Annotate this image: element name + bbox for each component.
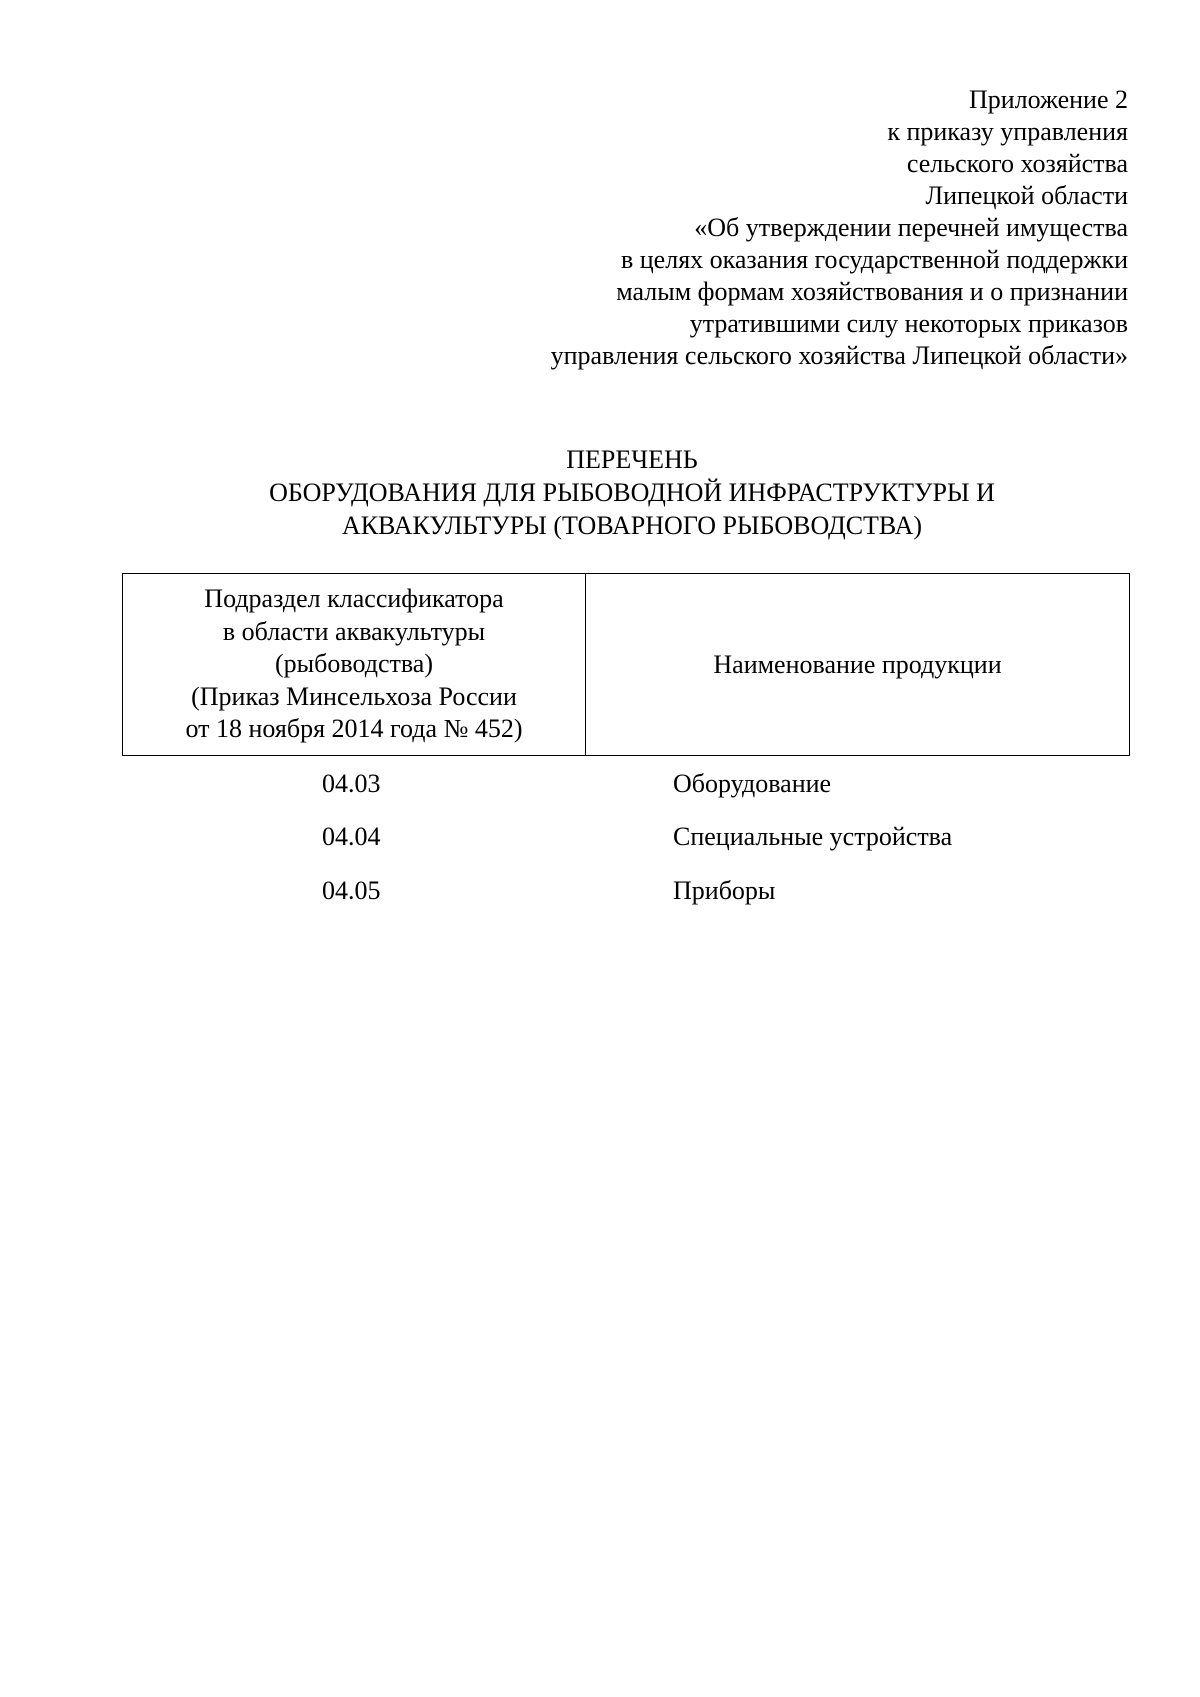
header-cell-product-name [586,574,1129,755]
row-name: Оборудование [673,769,832,798]
annex-line: «Об утверждении перечней имущества [694,213,1128,242]
annex-line: управления сельского хозяйства Липецкой области» [550,341,1128,370]
annex-line: в целях оказания государственной поддержки [620,245,1128,274]
row-code: 04.03 [322,769,381,798]
header-line: (рыбоводства) [275,649,433,679]
annex-line: Приложение 2 [968,85,1128,114]
title-line: ОБОРУДОВАНИЯ ДЛЯ РЫБОВОДНОЙ ИНФРАСТРУКТУРЫ И [269,478,995,507]
annex-block [408,84,1128,372]
header-product-name: Наименование продукции [713,649,1002,679]
header-line: Подраздел классификатора [204,584,504,614]
row-name: Специальные устройства [673,822,953,851]
row-code: 04.04 [322,822,381,851]
header-cell-classifier [123,574,586,755]
annex-line: сельского хозяйства [906,149,1128,178]
row-code: 04.05 [322,876,381,905]
title-line: ПЕРЕЧЕНЬ [566,445,698,474]
annex-line: к приказу управления [887,117,1128,146]
header-line: в области аквакультуры [222,616,486,646]
annex-line: Липецкой области [925,181,1128,210]
annex-line: малым формам хозяйствования и о признании [616,277,1128,306]
annex-line: утратившими силу некоторых приказов [689,309,1128,338]
title-line: АКВАКУЛЬТУРЫ (ТОВАРНОГО РЫБОВОДСТВА) [341,511,923,540]
header-line: (Приказ Минсельхоза России [191,681,517,711]
table-header [122,573,1130,756]
document-title [0,443,1200,542]
header-line: от 18 ноября 2014 года № 452) [185,714,523,744]
row-name: Приборы [673,876,776,905]
